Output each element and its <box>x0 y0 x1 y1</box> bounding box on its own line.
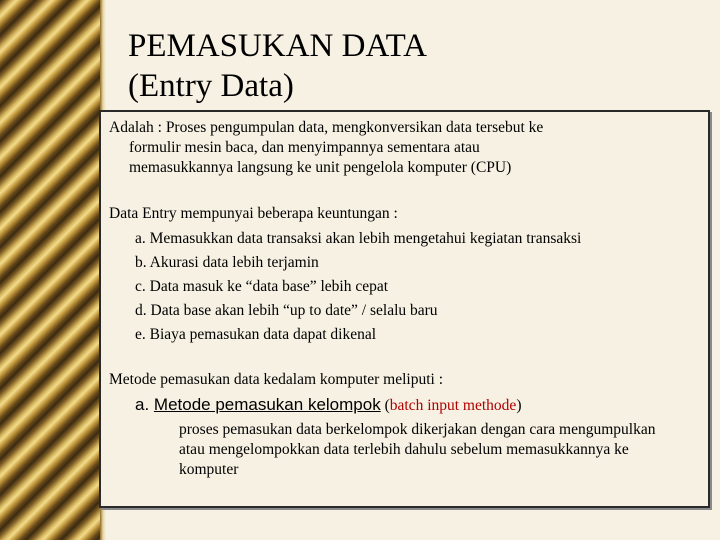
advantages-heading: Data Entry mempunyai beberapa keuntungan : <box>109 205 398 222</box>
slide-title <box>128 26 427 106</box>
definition-line2: formulir mesin baca, dan menyimpannya sementara atau <box>129 139 480 156</box>
method-a-description: proses pemasukan data berkelompok dikerjakan dengan cara mengumpulkan atau mengelompokkan data terlebih dahulu sebelum memasukkannya ke komputer <box>179 421 656 478</box>
definition-line1: Adalah : Proses pengumpulan data, mengkonversikan data tersebut ke <box>109 119 544 136</box>
list-item: a. Memasukkan data transaksi akan lebih mengetahui kegiatan transaksi <box>135 230 582 247</box>
list-item: b. Akurasi data lebih terjamin <box>135 254 319 271</box>
content-box <box>99 110 710 508</box>
method-a-term: batch input methode <box>389 397 517 414</box>
list-item: d. Data base akan lebih “up to date” / selalu baru <box>135 302 438 319</box>
advantages-list <box>135 227 581 347</box>
definition-paragraph <box>109 118 543 178</box>
slide-title-line2: (Entry Data) <box>128 68 294 104</box>
method-a-title: Metode pemasukan kelompok <box>153 395 381 414</box>
definition-line3: memasukkannya langsung ke unit pengelola komputer (CPU) <box>129 159 512 176</box>
slide-title-line1: PEMASUKAN DATA <box>128 28 427 64</box>
method-a-line <box>135 394 521 417</box>
methods-heading: Metode pemasukan data kedalam komputer meliputi : <box>109 371 444 388</box>
method-a-prefix: a. <box>135 395 154 414</box>
list-item: c. Data masuk ke “data base” lebih cepat <box>135 278 389 295</box>
method-a-open-paren: ( <box>380 397 390 414</box>
decorative-gold-border <box>0 0 100 540</box>
method-a-close-paren: ) <box>516 397 522 414</box>
list-item: e. Biaya pemasukan data dapat dikenal <box>135 326 377 343</box>
